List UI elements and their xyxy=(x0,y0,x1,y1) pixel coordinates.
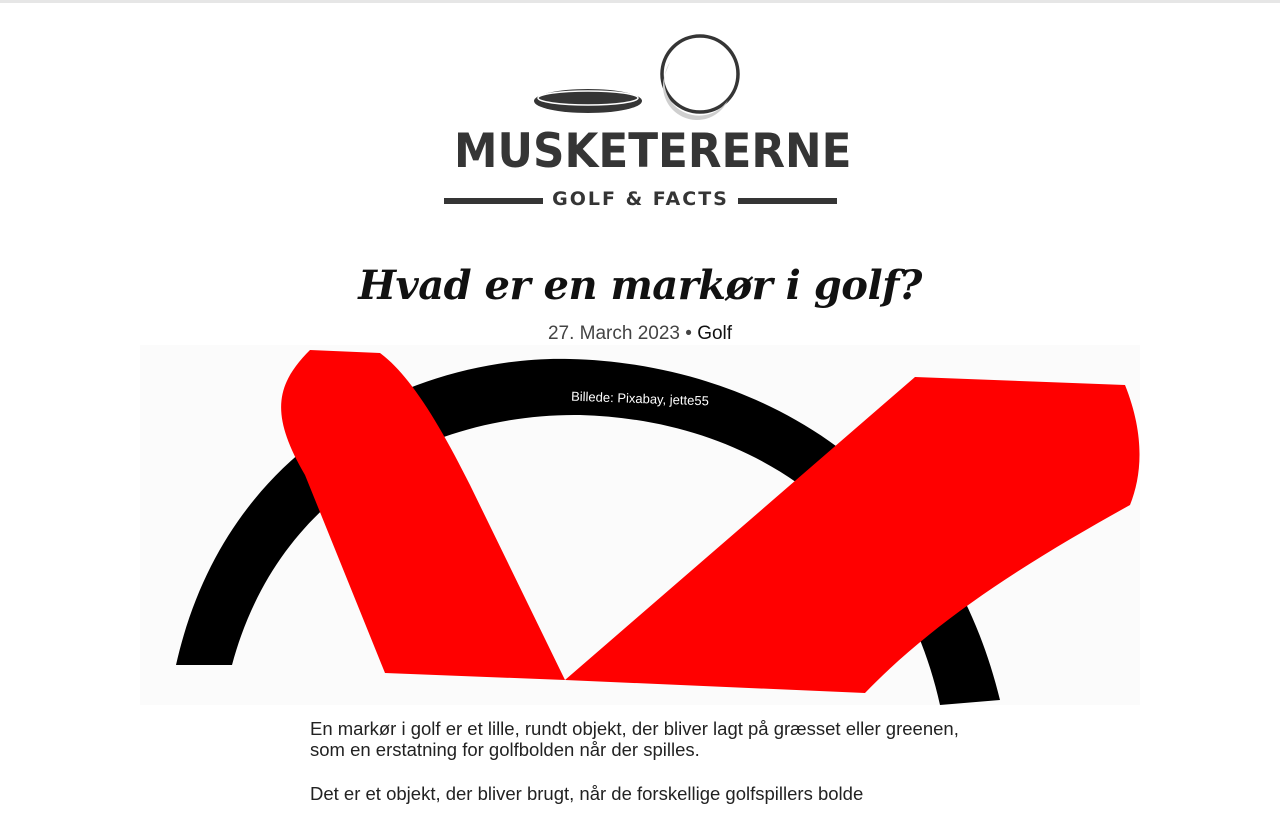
article-date: 27. March 2023 xyxy=(547,323,680,344)
tagline-row xyxy=(444,188,837,212)
category-link[interactable]: Golf xyxy=(697,323,733,344)
golf-hole-and-ball-icon xyxy=(530,32,750,122)
tagline-rule-left xyxy=(444,198,543,204)
hero-image xyxy=(140,345,1140,705)
site-logo[interactable] xyxy=(440,30,852,215)
meta-separator: • xyxy=(685,323,692,344)
article-body xyxy=(310,718,970,827)
site-name: MUSKETERERNE xyxy=(454,124,852,179)
tagline-rule-right xyxy=(738,198,837,204)
article-title: Hvad er en markør i golf? xyxy=(358,262,922,309)
paragraph: En markør i golf er et lille, rundt objekt, der bliver lagt på græsset eller greenen, som en erstatning for golfbolden når der spilles. xyxy=(310,718,959,760)
article-meta xyxy=(0,323,1280,345)
paragraph: Det er et objekt, der bliver brugt, når de forskellige golfspillers bolde xyxy=(310,783,864,804)
site-tagline: GOLF & FACTS xyxy=(552,188,729,210)
image-caption: Billede: Pixabay, jette55 xyxy=(570,388,710,409)
top-border xyxy=(0,0,1280,3)
